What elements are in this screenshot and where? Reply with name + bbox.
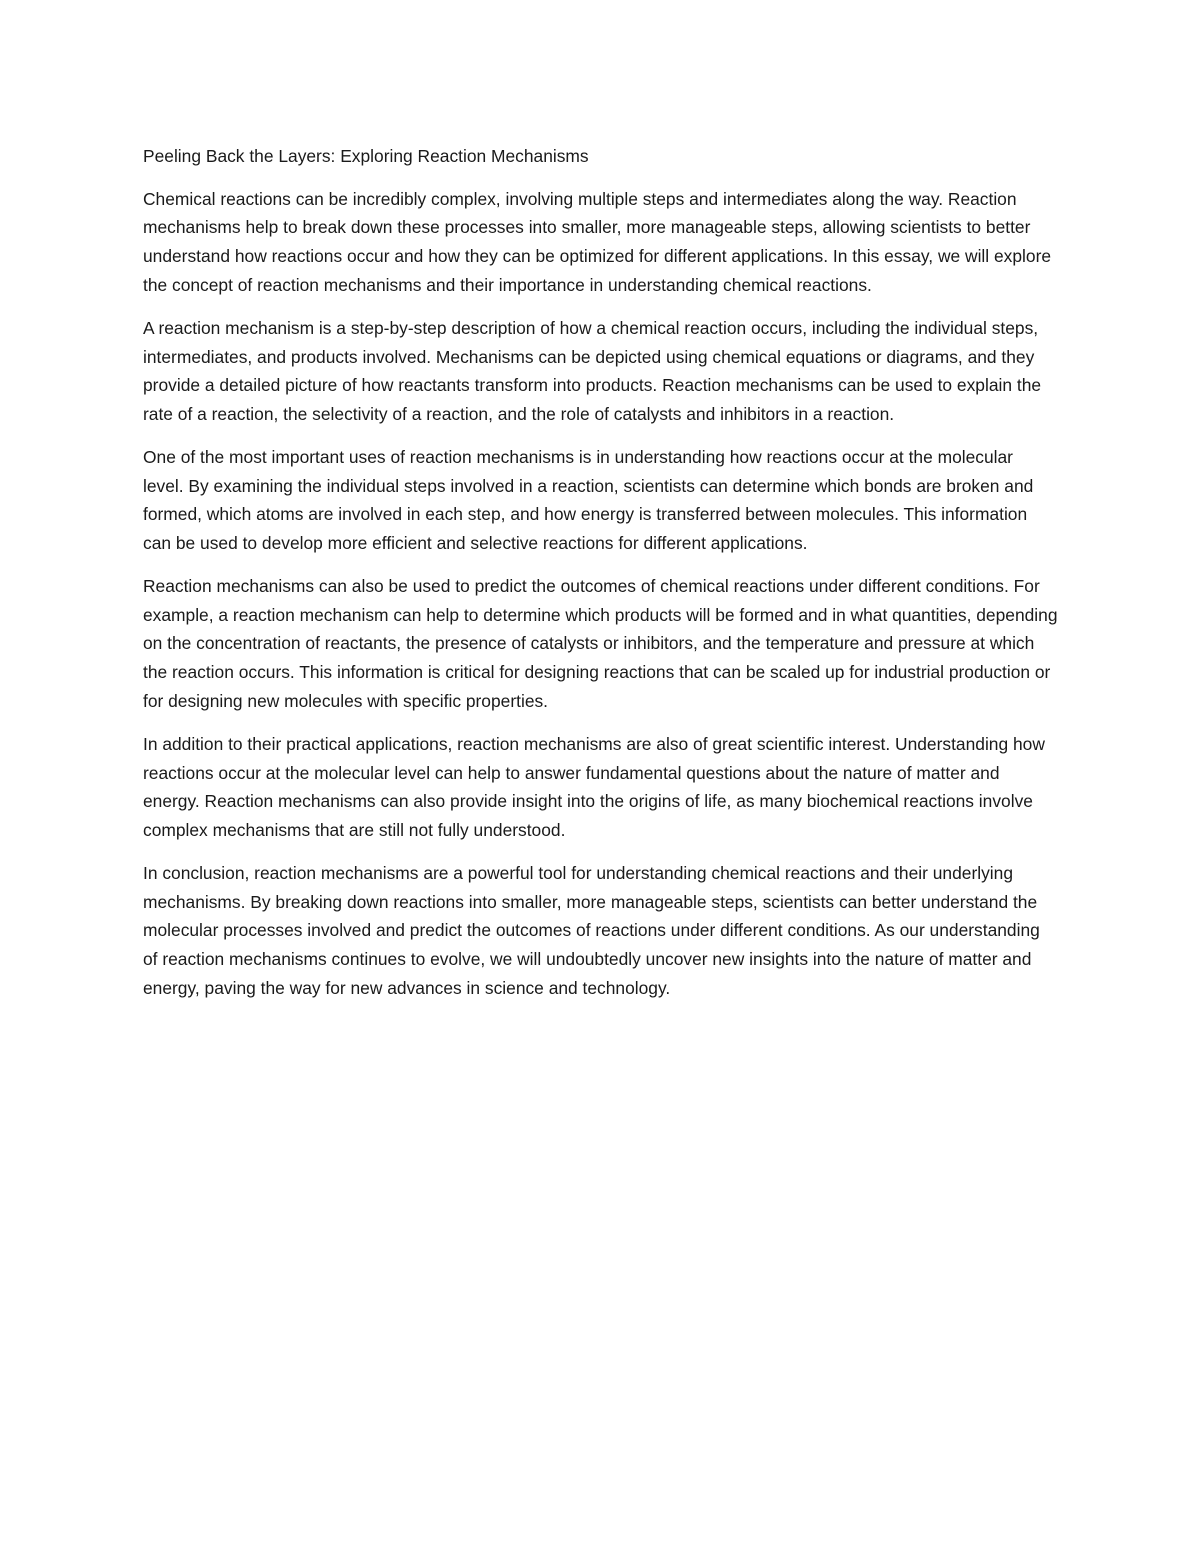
paragraph-molecular-level: One of the most important uses of reaction mechanisms is in understanding how reactions occur at the molecular level. By examining the individual steps involved in a reaction, scientists can determine which bonds are broken and formed, which atoms are involved in each step, and how energy is transferred between molecules. This information can be used to develop more efficient and selective reactions for different applications. — [143, 446, 1034, 554]
document-body — [143, 142, 1058, 1017]
paragraph-scientific-interest: In addition to their practical applications, reaction mechanisms are also of great scientific interest. Understanding how reactions occur at the molecular level can help to answer fundamental questions about the nature of matter and energy. Reaction mechanisms can also provide insight into the origins of life, as many biochemical reactions involve complex mechanisms that are still not fully understood. — [143, 733, 1045, 840]
paragraph-introduction: Chemical reactions can be incredibly complex, involving multiple steps and intermediates along the way. Reaction mechanisms help to break down these processes into smaller, more manageable steps, allowing scientists to better understand how reactions occur and how they can be optimized for different applications. In this essay, we will explore the concept of reaction mechanisms and their importance in understanding chemical reactions. — [143, 188, 1052, 295]
document-title: Peeling Back the Layers: Exploring Reaction Mechanisms — [143, 146, 589, 166]
paragraph-predicting-outcomes: Reaction mechanisms can also be used to predict the outcomes of chemical reactions under different conditions. For example, a reaction mechanism can help to determine which products will be formed and in what quantities, depending on the concentration of reactants, the presence of catalysts or inhibitors, and the temperature and pressure at which the reaction occurs. This information is critical for designing reactions that can be scaled up for industrial production or for designing new molecules with specific properties. — [143, 576, 1058, 711]
paragraph-conclusion: In conclusion, reaction mechanisms are a powerful tool for understanding chemical reactions and their underlying mechanisms. By breaking down reactions into smaller, more manageable steps, scientists can better understand the molecular processes involved and predict the outcomes of reactions under different conditions. As our understanding of reaction mechanisms continues to evolve, we will undoubtedly uncover new insights into the nature of matter and energy, paving the way for new advances in science and technology. — [143, 862, 1040, 998]
paragraph-definition: A reaction mechanism is a step-by-step description of how a chemical reaction occurs, including the individual steps, intermediates, and products involved. Mechanisms can be depicted using chemical equations or diagrams, and they provide a detailed picture of how reactants transform into products. Reaction mechanisms can be used to explain the rate of a reaction, the selectivity of a reaction, and the role of catalysts and inhibitors in a reaction. — [143, 317, 1042, 424]
